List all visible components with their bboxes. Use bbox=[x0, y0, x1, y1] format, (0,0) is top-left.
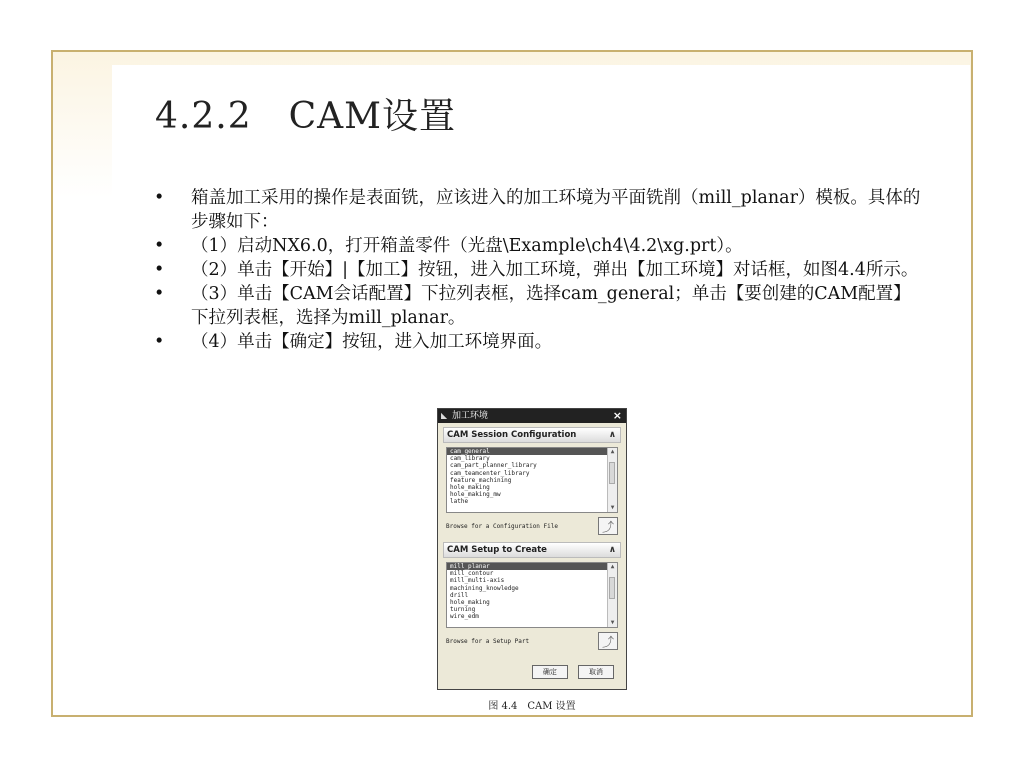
ok-button[interactable]: 确定 bbox=[532, 665, 568, 679]
figure-caption: 图 4.4 CAM 设置 bbox=[488, 701, 576, 712]
bullet-item bbox=[154, 234, 924, 258]
bullet-marker: • bbox=[154, 188, 165, 208]
list-item[interactable]: turning bbox=[450, 606, 476, 614]
session-config-title: CAM Session Configuration bbox=[447, 430, 577, 440]
close-icon[interactable]: × bbox=[612, 409, 622, 422]
dialog-titlebar[interactable] bbox=[438, 409, 626, 423]
slide-title: 4.2.2 CAM设置 bbox=[155, 96, 457, 137]
setup-list-scrollbar[interactable] bbox=[607, 563, 617, 627]
bullet-text: （1）启动NX6.0，打开箱盖零件（光盘\Example\ch4\4.2\xg.prt）。 bbox=[191, 236, 743, 256]
setup-list[interactable] bbox=[446, 562, 618, 628]
bullet-marker: • bbox=[154, 260, 165, 280]
scroll-up-icon[interactable]: ▲ bbox=[610, 448, 615, 455]
session-config-list[interactable] bbox=[446, 447, 618, 513]
list-item[interactable]: wire_edm bbox=[450, 613, 479, 621]
open-folder-icon[interactable]: ⤴ bbox=[598, 632, 618, 650]
list-item[interactable]: machining_knowledge bbox=[450, 584, 519, 592]
list-item[interactable]: cam_part_planner_library bbox=[450, 462, 537, 470]
bullet-marker: • bbox=[154, 236, 165, 256]
list-item[interactable]: lathe bbox=[450, 498, 469, 506]
dialog-title: 加工环境 bbox=[452, 411, 489, 421]
collapse-caret-icon[interactable]: ∧ bbox=[608, 545, 616, 555]
list-item[interactable]: cam_teamcenter_library bbox=[450, 469, 530, 477]
list-item[interactable]: mill_planar bbox=[447, 563, 617, 570]
bullet-marker: • bbox=[154, 284, 165, 304]
browse-setup-label: Browse for a Setup Part bbox=[446, 638, 530, 645]
bullet-item bbox=[154, 330, 924, 354]
app-icon: ◣ bbox=[441, 411, 448, 420]
bullet-text: （4）单击【确定】按钮，进入加工环境界面。 bbox=[191, 332, 553, 352]
session-config-header[interactable] bbox=[443, 427, 621, 443]
scroll-down-icon[interactable]: ▼ bbox=[610, 619, 615, 626]
list-item[interactable]: feature_machining bbox=[450, 476, 512, 484]
list-item[interactable]: cam_library bbox=[450, 455, 490, 463]
scroll-thumb[interactable] bbox=[609, 577, 615, 599]
list-item[interactable]: hole_making bbox=[450, 599, 490, 607]
browse-config-label: Browse for a Configuration File bbox=[446, 523, 558, 530]
scroll-down-icon[interactable]: ▼ bbox=[610, 504, 615, 511]
session-list-scrollbar[interactable] bbox=[607, 448, 617, 512]
setup-header[interactable] bbox=[443, 542, 621, 558]
list-item[interactable]: cam_general bbox=[447, 448, 617, 455]
bullet-list bbox=[154, 186, 924, 354]
bullet-item bbox=[154, 282, 924, 330]
collapse-caret-icon[interactable]: ∧ bbox=[608, 430, 616, 440]
bullet-text: （2）单击【开始】|【加工】按钮，进入加工环境，弹出【加工环境】对话框，如图4.4所示。 bbox=[191, 260, 919, 280]
browse-setup-row bbox=[446, 631, 618, 653]
list-item[interactable]: hole_making bbox=[450, 484, 490, 492]
cancel-button[interactable]: 取消 bbox=[578, 665, 614, 679]
setup-title: CAM Setup to Create bbox=[447, 545, 547, 555]
bullet-item bbox=[154, 186, 924, 234]
list-item[interactable]: mill_contour bbox=[450, 570, 494, 578]
list-item[interactable]: drill bbox=[450, 591, 469, 599]
open-folder-icon[interactable]: ⤴ bbox=[598, 517, 618, 535]
browse-config-row bbox=[446, 516, 618, 538]
list-item[interactable]: mill_multi-axis bbox=[450, 577, 505, 585]
bullet-marker: • bbox=[154, 332, 165, 352]
list-item[interactable]: hole_making_mw bbox=[450, 491, 501, 499]
scroll-up-icon[interactable]: ▲ bbox=[610, 563, 615, 570]
bullet-item bbox=[154, 258, 924, 282]
bullet-text: 箱盖加工采用的操作是表面铣，应该进入的加工环境为平面铣削（mill_planar）模板。具体的步骤如下： bbox=[191, 188, 921, 232]
scroll-thumb[interactable] bbox=[609, 462, 615, 484]
machining-environment-dialog bbox=[437, 408, 627, 690]
dialog-button-row bbox=[527, 659, 614, 679]
bullet-text: （3）单击【CAM会话配置】下拉列表框，选择cam_general；单击【要创建的CAM配置】下拉列表框，选择为mill_planar。 bbox=[191, 284, 911, 328]
